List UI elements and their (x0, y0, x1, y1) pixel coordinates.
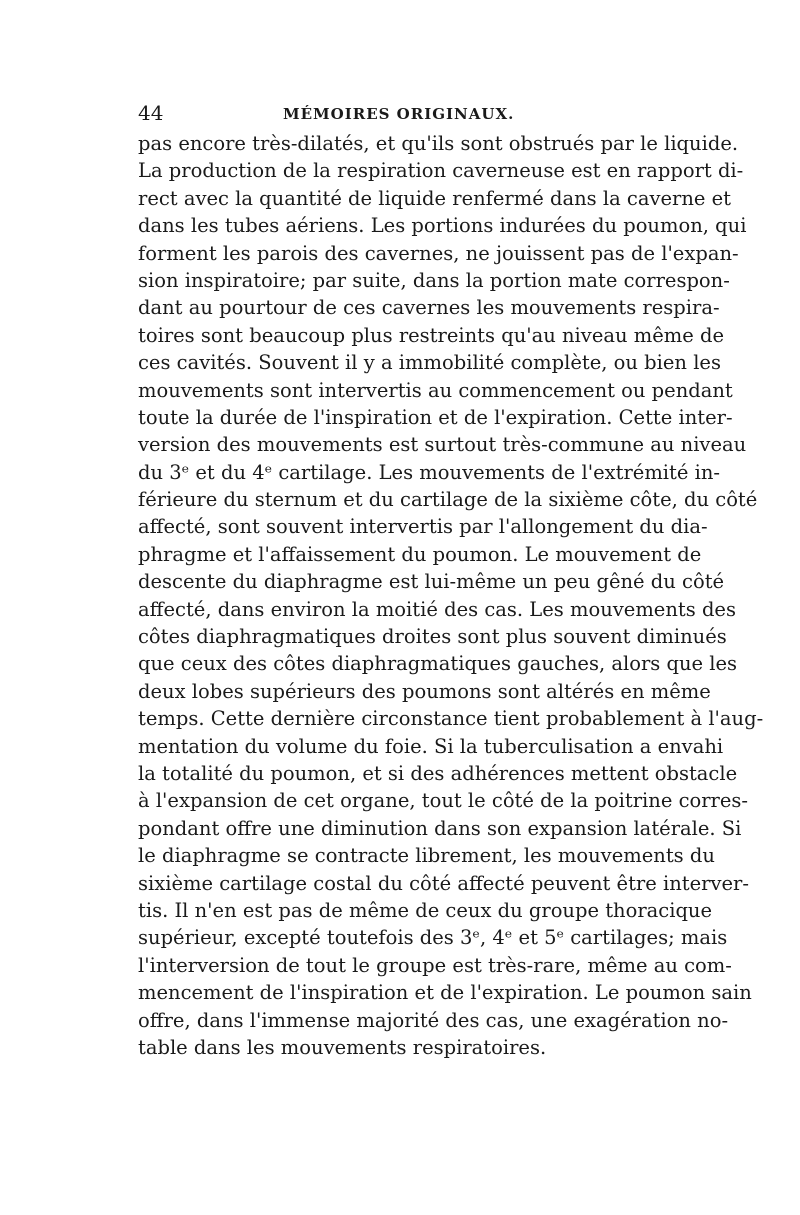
text-line: temps. Cette dernière circonstance tient probablement à l'aug- (138, 707, 764, 731)
text-line: deux lobes supérieurs des poumons sont altérés en même (138, 679, 711, 703)
text-line: affecté, dans environ la moitié des cas. Les mouvements des (138, 597, 736, 621)
text-line: La production de la respiration caverneuse est en rapport di- (138, 159, 744, 183)
text-line: table dans les mouvements respiratoires. (138, 1035, 547, 1059)
text-line: forment les parois des cavernes, ne jouissent pas de l'expan- (138, 241, 739, 265)
text-line: pondant offre une diminution dans son expansion latérale. Si (138, 816, 742, 840)
text-line: pas encore très-dilatés, et qu'ils sont obstrués par le liquide. (138, 132, 739, 155)
text-line: la totalité du poumon, et si des adhérences mettent obstacle (138, 761, 738, 785)
book-page (138, 98, 764, 1061)
text-line: toires sont beaucoup plus restreints qu'au niveau même de (138, 323, 725, 347)
text-line: toute la durée de l'inspiration et de l'expiration. Cette inter- (138, 405, 733, 429)
text-line: mencement de l'inspiration et de l'expiration. Le poumon sain (138, 981, 752, 1005)
running-head: MÉMOIRES ORIGINAUX. (283, 105, 515, 123)
text-line: férieure du sternum et du cartilage de la sixième côte, du côté (138, 488, 758, 512)
text-line: rect avec la quantité de liquide renfermé dans la caverne et (138, 186, 732, 210)
text-line: descente du diaphragme est lui-même un peu gêné du côté (138, 570, 725, 594)
page-header (138, 98, 658, 128)
text-line: mouvements sont intervertis au commencement ou pendant (138, 378, 733, 402)
text-line: ces cavités. Souvent il y a immobilité complète, ou bien les (138, 351, 721, 375)
text-line: à l'expansion de cet organe, tout le côté de la poitrine corres- (138, 789, 749, 813)
text-line: du 3ᵉ et du 4ᵉ cartilage. Les mouvements de l'extrémité in- (138, 460, 721, 484)
text-line: mentation du volume du foie. Si la tuberculisation a envahi (138, 734, 724, 758)
text-line: que ceux des côtes diaphragmatiques gauches, alors que les (138, 652, 738, 676)
text-line: affecté, sont souvent intervertis par l'allongement du dia- (138, 515, 708, 539)
body-text (138, 130, 764, 1061)
text-line: dant au pourtour de ces cavernes les mouvements respira- (138, 296, 720, 320)
text-line: sion inspiratoire; par suite, dans la portion mate correspon- (138, 268, 730, 292)
text-line: version des mouvements est surtout très-commune au niveau (138, 433, 747, 457)
text-line: le diaphragme se contracte librement, les mouvements du (138, 844, 715, 868)
page-number: 44 (138, 101, 164, 125)
text-line: dans les tubes aériens. Les portions indurées du poumon, qui (138, 214, 747, 238)
text-line: sixième cartilage costal du côté affecté peuvent être interver- (138, 871, 749, 895)
text-line: côtes diaphragmatiques droites sont plus souvent diminués (138, 625, 727, 649)
text-line: offre, dans l'immense majorité des cas, une exagération no- (138, 1008, 729, 1032)
text-line: l'interversion de tout le groupe est très-rare, même au com- (138, 953, 732, 977)
text-line: phragme et l'affaissement du poumon. Le mouvement de (138, 542, 702, 566)
text-line: supérieur, excepté toutefois des 3ᵉ, 4ᵉ et 5ᵉ cartilages; mais (138, 926, 728, 950)
text-line: tis. Il n'en est pas de même de ceux du groupe thoracique (138, 898, 713, 922)
